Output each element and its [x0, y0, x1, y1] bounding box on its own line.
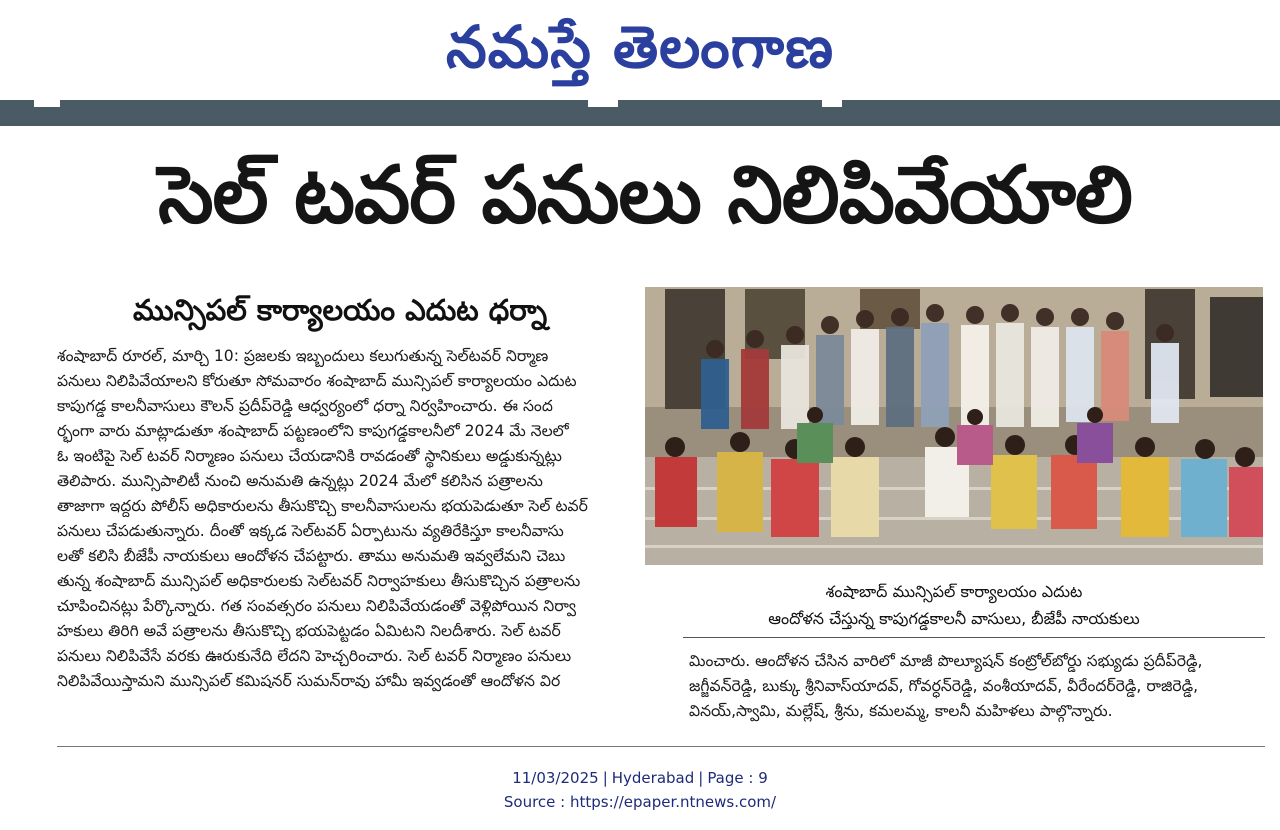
article-body: [57, 344, 632, 694]
article-line: తున్న శంషాబాద్ మున్సిపల్ అధికారులకు సెల్‌టవర్ నిర్వాహకులు తీసుకొచ్చిన పత్రాలను: [57, 572, 581, 590]
divider: [683, 637, 1265, 638]
article-continuation: [689, 649, 1265, 724]
edition-date: 11/03/2025: [512, 769, 599, 787]
band-decoration: [588, 100, 618, 107]
headline: సెల్ టవర్ పనులు నిలిపివేయాలి: [158, 149, 1132, 241]
masthead: [0, 0, 1280, 100]
protest-group-photo: [645, 287, 1263, 565]
photo-caption: [645, 578, 1263, 632]
article-line: శంషాబాద్ రూరల్, మార్చి 10: ప్రజలకు ఇబ్బందులు కలుగుతున్న సెల్‌టవర్ నిర్మాణ: [57, 347, 549, 365]
article-line: లతో కలిసి బీజేపీ నాయకులు ఆందోళన చేపట్టారు. తాము అనుమతి ఇవ్వలేమని చెబు: [57, 547, 566, 565]
article-line: పనులు నిలిపివేయాలని కోరుతూ సోమవారం శంషాబాద్ మున్సిపల్ కార్యాలయం ఎదుట: [57, 372, 577, 390]
header-band: [0, 100, 1280, 126]
article-line: చూపించినట్లు పేర్కొన్నారు. గత సంవత్సరం పనులు నిలిపివేయడంతో వెళ్లిపోయిన నిర్వా: [57, 597, 577, 615]
page-number: Page : 9: [707, 769, 768, 787]
band-decoration: [34, 100, 60, 107]
newspaper-logo: నమస్తే తెలంగాణ: [446, 13, 834, 81]
source-link[interactable]: Source : https://epaper.ntnews.com/: [503, 793, 777, 811]
article-line: జగ్జీవన్‌రెడ్డి, బుక్కు శ్రీనివాస్‌యాదవ్, గోవర్ధన్‌రెడ్డి, వంశీయాదవ్, వీరేందర్‌రెడ్డి, రాజిరెడ్డి,: [689, 677, 1199, 695]
edition-city: Hyderabad: [611, 769, 695, 787]
news-photo: [645, 287, 1263, 565]
caption-line: ఆందోళన చేస్తున్న కాపుగడ్డకాలనీ వాసులు, బీజేపీ నాయకులు: [768, 609, 1140, 628]
article-line: పనులు నిలిపివేసే వరకు ఊరుకునేది లేదని హెచ్చరించారు. సెల్ టవర్ నిర్మాణం పనులు: [57, 647, 572, 665]
article-line: ఓ ఇంటిపై సెల్ టవర్ నిర్మాణం పనులు చేయడానికి రావడంతో స్థానికులు అడ్డుకున్నట్లు: [57, 447, 562, 465]
article-line: తాజాగా ఇద్దరు పోలీస్ అధికారులను తీసుకొచ్చి కాలనీవాసులను భయపెడుతూ సెల్ టవర్: [57, 497, 588, 515]
article-line: మించారు. ఆందోళన చేసిన వారిలో మాజీ పొల్యూషన్ కంట్రోల్‌బోర్డు సభ్యుడు ప్రదీప్‌రెడ్డి,: [689, 652, 1203, 670]
footer: [0, 766, 1280, 814]
band-decoration: [822, 100, 842, 107]
article-line: కాపుగడ్డ కాలనీవాసులు కౌలన్ ప్రదీప్‌రెడ్డి ఆధ్వర్యంలో ధర్నా నిర్వహించారు. ఈ సంద: [57, 397, 553, 415]
article-line: హకులు తిరిగి అవే పత్రాలను తీసుకొచ్చి భయపెట్టడం ఏమిటని నిలదీశారు. సెల్ టవర్: [57, 622, 561, 640]
article-line: పనులు చేపడుతున్నారు. దీంతో ఇక్కడ సెల్‌టవర్ ఏర్పాటును వ్యతిరేకిస్తూ కాలనీవాసు: [57, 522, 564, 540]
footer-meta: 11/03/2025 | Hyderabad | Page : 9: [512, 769, 768, 787]
article-line: వినయ్,స్వామి, మల్లేష్, శ్రీను, కమలమ్మ, కాలనీ మహిళలు పాల్గొన్నారు.: [689, 702, 1113, 720]
subheadline: మున్సిపల్ కార్యాలయం ఎదుట ధర్నా: [132, 293, 548, 327]
caption-line: శంషాబాద్ మున్సిపల్ కార్యాలయం ఎదుట: [825, 582, 1083, 601]
divider: [57, 746, 1265, 747]
article-line: నిలిపివేయిస్తామని మున్సిపల్ కమిషనర్ సుమన్‌రావు హామీ ఇవ్వడంతో ఆందోళన విర: [57, 672, 561, 690]
article-line: ర్భంగా వారు మాట్లాడుతూ శంషాబాద్ పట్టణంలోని కాపుగడ్డకాలనీలో 2024 మే నెలలో: [57, 422, 569, 440]
article-line: తెలిపారు. మున్సిపాలిటీ నుంచి అనుమతి ఉన్నట్లు 2024 మేలో కలిసిన పత్రాలను: [57, 472, 543, 490]
